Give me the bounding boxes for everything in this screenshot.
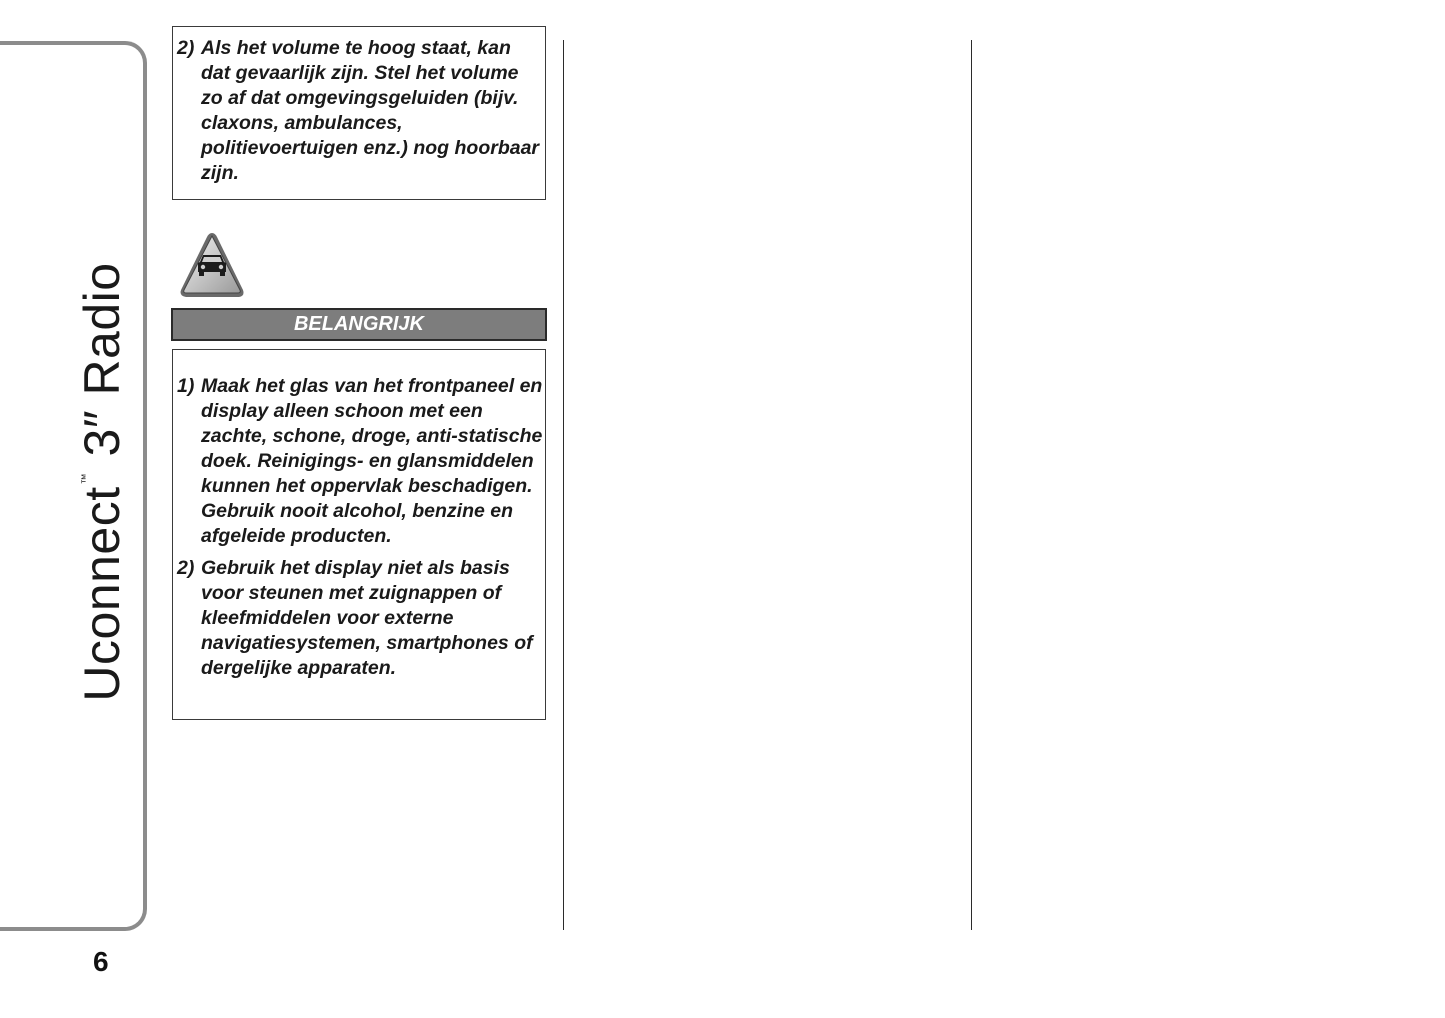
column-divider-2 — [971, 40, 972, 930]
important-note-item — [177, 374, 545, 549]
page-number: 6 — [93, 946, 109, 977]
note-number: 1) — [177, 375, 195, 397]
section-title-main: Uconnect — [74, 486, 130, 702]
note-text: Als het volume te hoog staat, kan dat gevaarlijk zijn. Stel het volume zo af dat omgevingsgeluiden (bijv. claxons, ambulances, politievoertuigen enz.) nog hoorbaar zijn. — [201, 37, 540, 184]
important-heading: BELANGRIJK — [171, 308, 547, 341]
warning-note-item — [177, 36, 545, 186]
warning-note-box — [172, 26, 546, 200]
car-warning-icon — [178, 230, 246, 300]
note-text: Gebruik het display niet als basis voor steunen met zuignappen of kleefmiddelen voor externe navigatiesystemen, smartphones of dergelijke apparaten. — [201, 557, 533, 679]
section-title-rest: 3″ Radio — [74, 262, 130, 457]
trademark-symbol: ™ — [80, 472, 92, 485]
important-note-box — [172, 349, 546, 720]
note-text: Maak het glas van het frontpaneel en display alleen schoon met een zachte, schone, droge, anti-statische doek. Reinigings- en glansmiddelen kunnen het oppervlak beschadigen. Gebruik nooit alcohol, benzine en afgeleide producten. — [201, 375, 543, 547]
important-note-item — [177, 556, 545, 681]
note-number: 2) — [177, 557, 195, 579]
column-divider-1 — [563, 40, 564, 930]
note-number: 2) — [177, 37, 195, 59]
